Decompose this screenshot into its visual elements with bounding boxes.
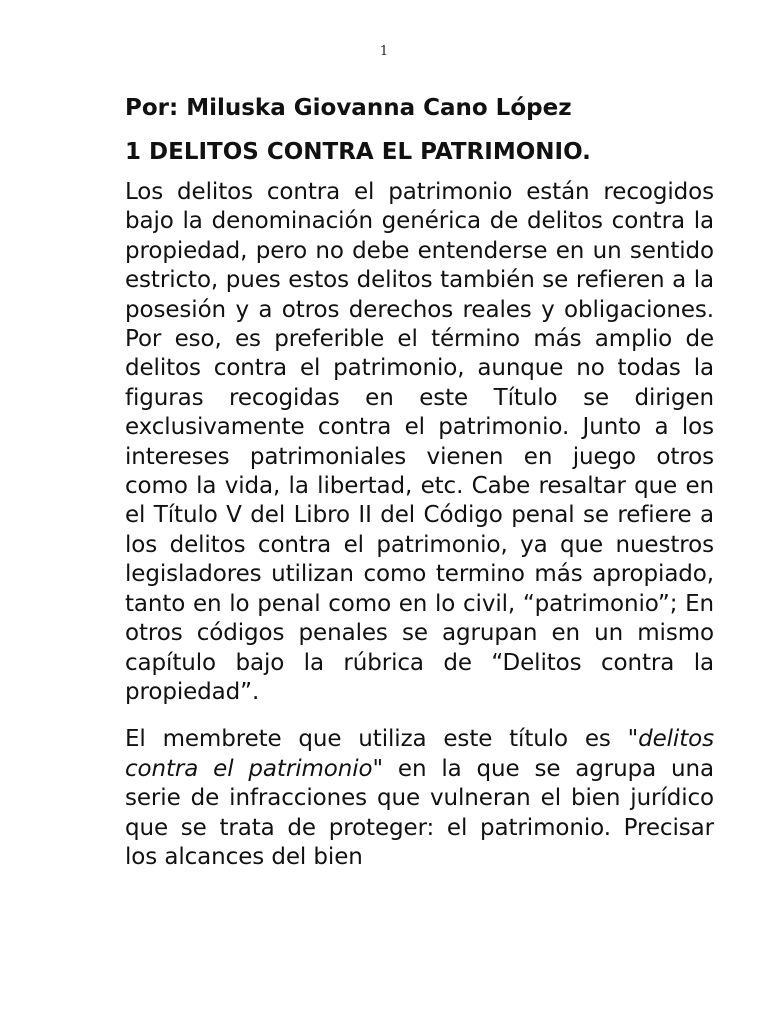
section-heading: 1 DELITOS CONTRA EL PATRIMONIO.: [125, 139, 591, 165]
paragraph-1: Los delitos contra el patrimonio están recogidos bajo la denominación genérica de delitos contra la propiedad, pero no debe entenderse en un sentido estricto, pues estos delitos también se refieren a la posesión y a otros derechos reales y obligaciones. Por eso, es preferible el término más amplio de delitos contra el patrimonio, aunque no todas la figuras recogidas en este Título se dirigen exclusivamente contra el patrimonio. Junto a los intereses patrimoniales vienen en juego otros como la vida, la libertad, etc. Cabe resaltar que en el Título V del Libro II del Código penal se refiere a los delitos contra el patrimonio, ya que nuestros legisladores utilizan como termino más apropiado, tanto en lo penal como en lo civil, “patrimonio”; En otros códigos penales se agrupan en un mismo capítulo bajo la rúbrica de “Delitos contra la propiedad”.: [125, 179, 714, 705]
paragraph-2-text-end: " en la que se agrupa una serie de infracciones que vulneran el bien jurídico que se trata de proteger: el patrimonio. Precisar los alcances del bien: [125, 755, 714, 870]
paragraph-2-italic-phrase: delitos contra el patrimonio: [125, 726, 714, 782]
paragraph-2: [125, 725, 714, 872]
page-number: 1: [379, 44, 389, 59]
document-body: [125, 92, 714, 872]
paragraph-2-text-start: El membrete que utiliza este título es ": [125, 726, 639, 753]
author-line: Por: Miluska Giovanna Cano López: [125, 95, 572, 121]
